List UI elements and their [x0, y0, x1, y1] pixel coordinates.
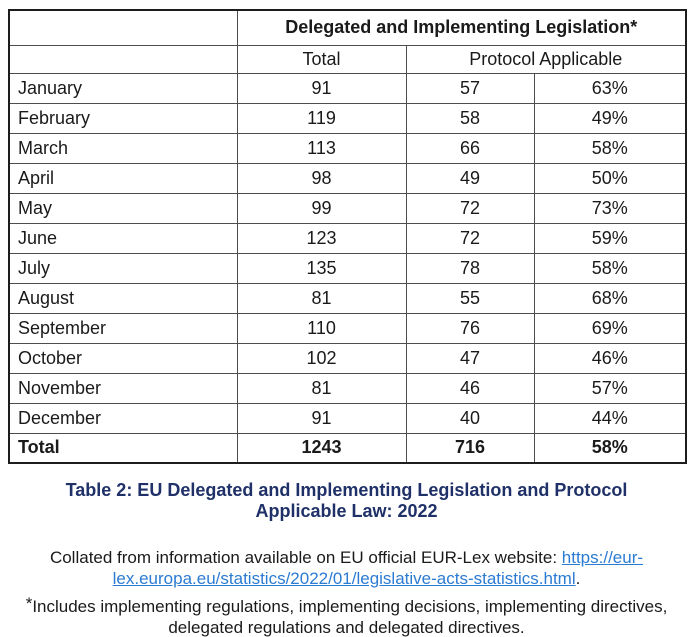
- protocol-count-cell: 46: [406, 373, 534, 403]
- protocol-percent-cell: 44%: [534, 403, 686, 433]
- protocol-percent-cell: 50%: [534, 163, 686, 193]
- protocol-percent-cell: 58%: [534, 133, 686, 163]
- month-cell: June: [9, 223, 237, 253]
- protocol-percent-cell: 46%: [534, 343, 686, 373]
- total-cell: 123: [237, 223, 406, 253]
- footnote-text: Includes implementing regulations, implementing decisions, implementing directives, delegated regulations and delegated directives.: [32, 597, 668, 637]
- source-note: [0, 547, 693, 589]
- total-cell: 135: [237, 253, 406, 283]
- protocol-percent-cell: 73%: [534, 193, 686, 223]
- month-cell: May: [9, 193, 237, 223]
- protocol-count-cell: 72: [406, 193, 534, 223]
- month-cell: October: [9, 343, 237, 373]
- source-note-prefix: Collated from information available on EU official EUR-Lex website:: [49, 548, 562, 567]
- protocol-percent-cell: 69%: [534, 313, 686, 343]
- table-title: Delegated and Implementing Legislation*: [237, 10, 686, 45]
- table-row-september: [9, 313, 686, 343]
- footnote: [17, 596, 677, 637]
- total-row-label: Total: [9, 433, 237, 463]
- protocol-count-cell: 55: [406, 283, 534, 313]
- source-note-suffix: .: [575, 569, 581, 588]
- month-cell: September: [9, 313, 237, 343]
- total-cell: 91: [237, 73, 406, 103]
- table-row-may: [9, 193, 686, 223]
- table-row-october: [9, 343, 686, 373]
- protocol-percent-cell: 59%: [534, 223, 686, 253]
- total-row-percent: 58%: [534, 433, 686, 463]
- document-page: [0, 9, 693, 637]
- month-cell: April: [9, 163, 237, 193]
- total-cell: 102: [237, 343, 406, 373]
- protocol-percent-cell: 68%: [534, 283, 686, 313]
- legislation-table: [8, 9, 687, 464]
- protocol-percent-cell: 49%: [534, 103, 686, 133]
- month-cell: February: [9, 103, 237, 133]
- protocol-percent-cell: 58%: [534, 253, 686, 283]
- month-cell: March: [9, 133, 237, 163]
- total-cell: 91: [237, 403, 406, 433]
- col-header-protocol-applicable: Protocol Applicable: [406, 45, 686, 73]
- table-caption: Table 2: EU Delegated and Implementing Legislation and Protocol Applicable Law: 2022: [65, 480, 628, 521]
- protocol-count-cell: 78: [406, 253, 534, 283]
- protocol-count-cell: 40: [406, 403, 534, 433]
- total-cell: 119: [237, 103, 406, 133]
- month-cell: July: [9, 253, 237, 283]
- table-row-march: [9, 133, 686, 163]
- total-cell: 113: [237, 133, 406, 163]
- protocol-count-cell: 49: [406, 163, 534, 193]
- table-header-row: [9, 45, 686, 73]
- empty-corner-cell: [9, 10, 237, 45]
- protocol-count-cell: 58: [406, 103, 534, 133]
- protocol-count-cell: 47: [406, 343, 534, 373]
- empty-header-cell: [9, 45, 237, 73]
- table-row-february: [9, 103, 686, 133]
- protocol-count-cell: 57: [406, 73, 534, 103]
- table-row-april: [9, 163, 686, 193]
- month-cell: August: [9, 283, 237, 313]
- total-row-protocol: 716: [406, 433, 534, 463]
- table-title-row: [9, 10, 686, 45]
- col-header-total: Total: [237, 45, 406, 73]
- table-row-august: [9, 283, 686, 313]
- total-cell: 81: [237, 373, 406, 403]
- month-cell: December: [9, 403, 237, 433]
- table-row-december: [9, 403, 686, 433]
- month-cell: January: [9, 73, 237, 103]
- total-cell: 98: [237, 163, 406, 193]
- eur-lex-statistics-link[interactable]: https://eur-lex.europa.eu/statistics/2022/01/legislative-acts-statistics.html: [112, 548, 644, 588]
- table-row-june: [9, 223, 686, 253]
- protocol-percent-cell: 57%: [534, 373, 686, 403]
- table-row-january: [9, 73, 686, 103]
- total-cell: 81: [237, 283, 406, 313]
- total-cell: 99: [237, 193, 406, 223]
- total-cell: 110: [237, 313, 406, 343]
- protocol-count-cell: 72: [406, 223, 534, 253]
- footnote-marker: *: [25, 594, 33, 613]
- protocol-percent-cell: 63%: [534, 73, 686, 103]
- month-cell: November: [9, 373, 237, 403]
- protocol-count-cell: 66: [406, 133, 534, 163]
- table-total-row: [9, 433, 686, 463]
- table-row-november: [9, 373, 686, 403]
- table-row-july: [9, 253, 686, 283]
- protocol-count-cell: 76: [406, 313, 534, 343]
- total-row-total: 1243: [237, 433, 406, 463]
